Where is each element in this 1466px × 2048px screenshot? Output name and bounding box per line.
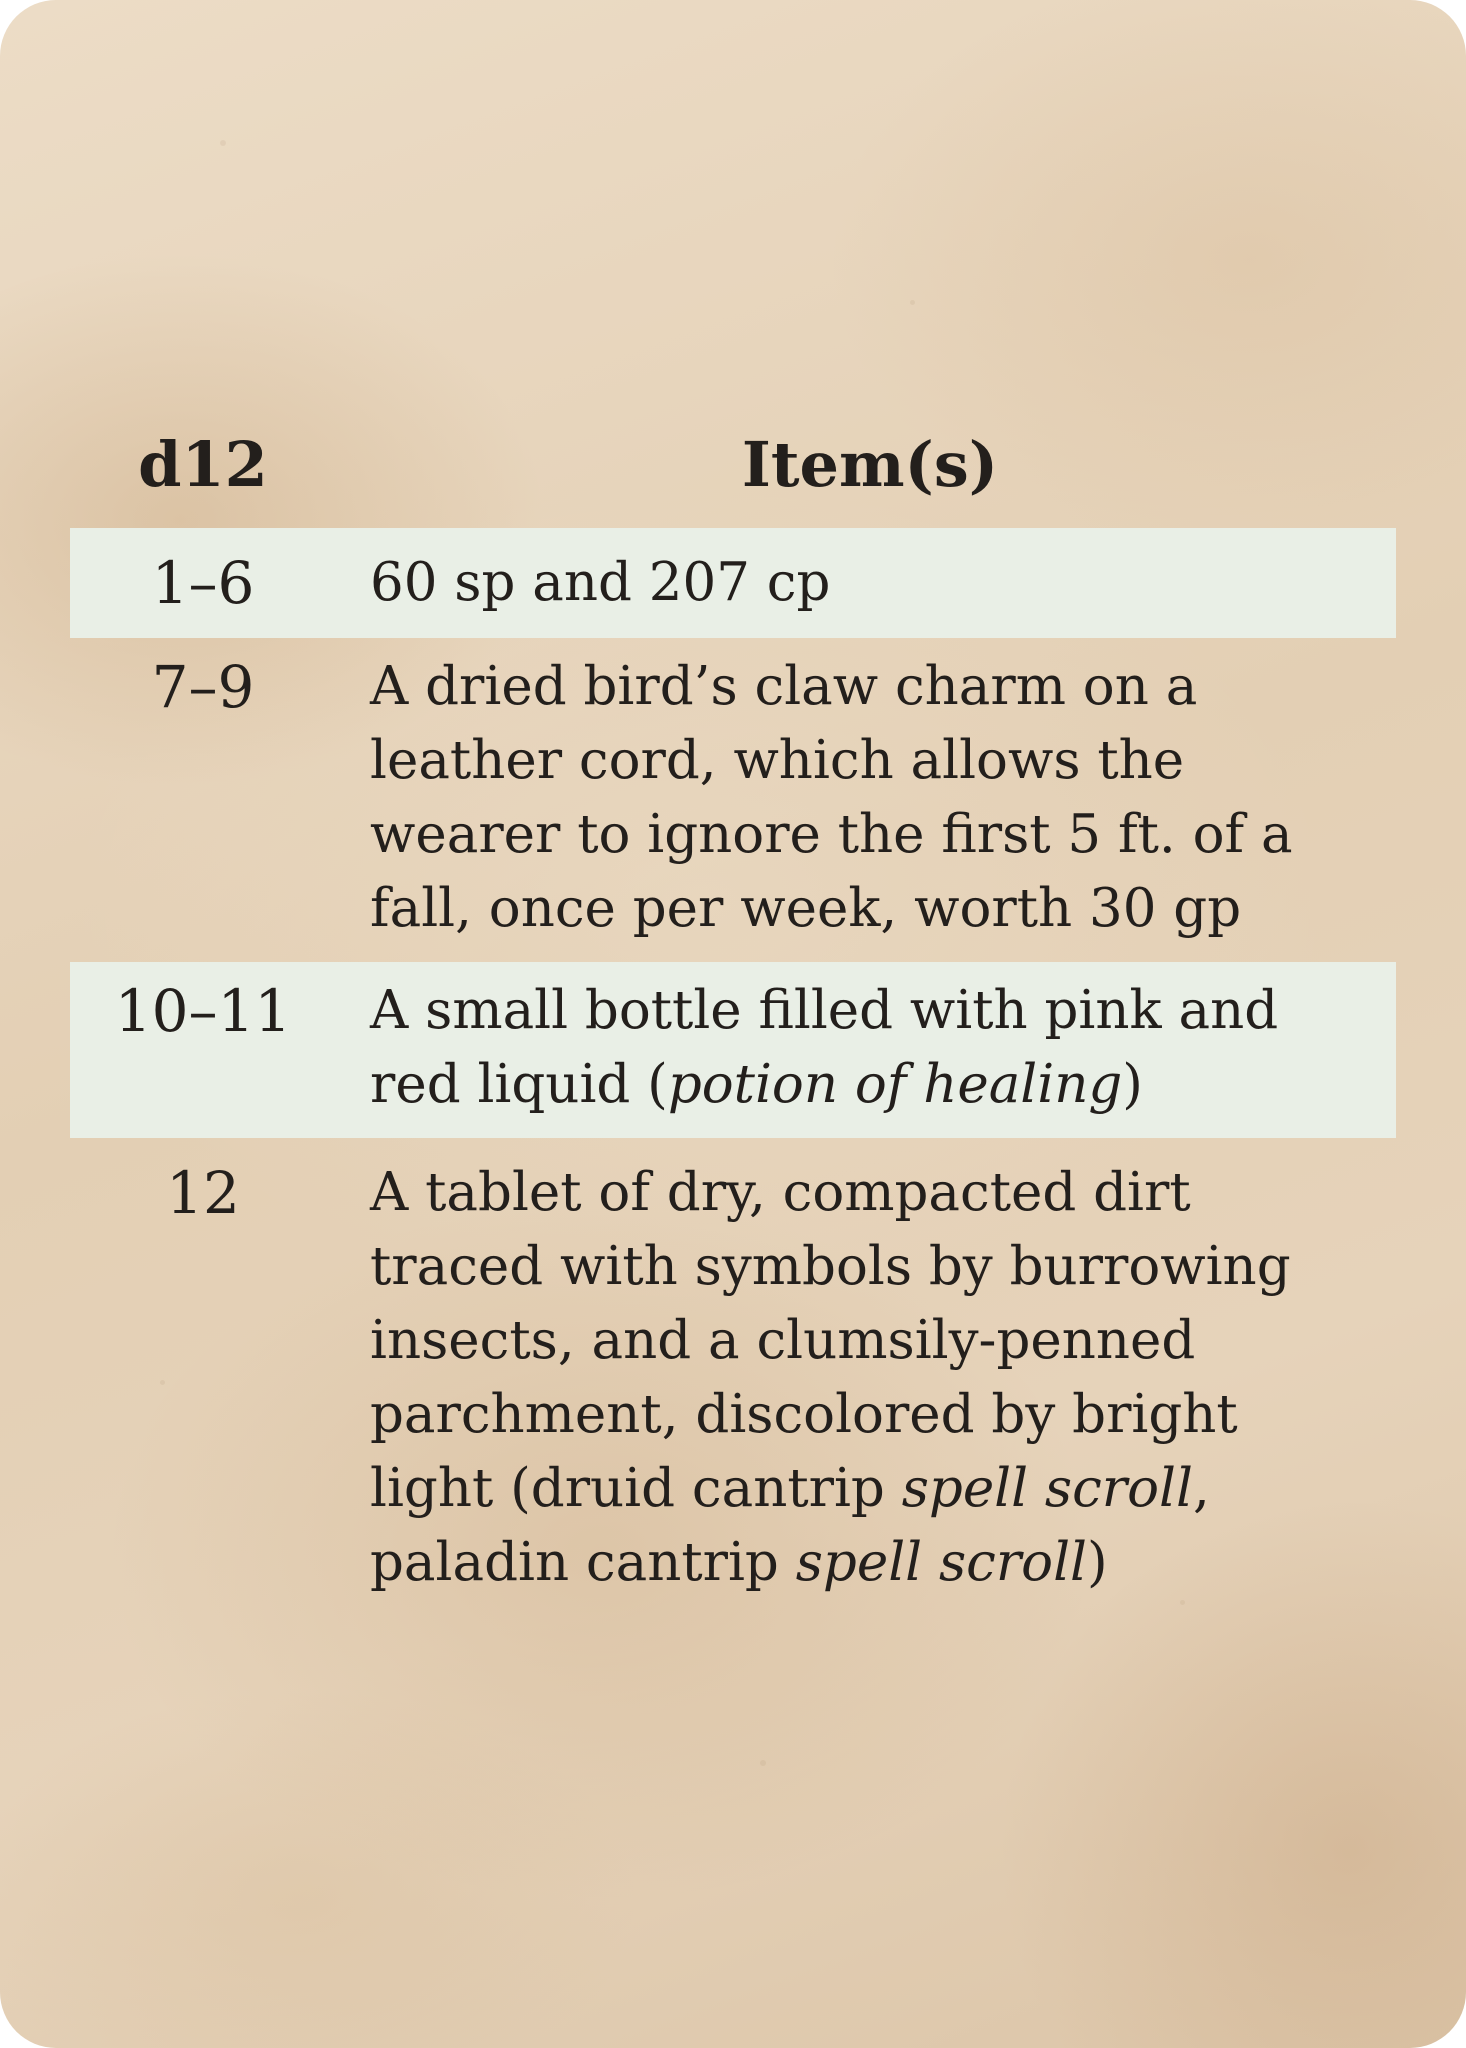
header-roll: d12 — [138, 428, 268, 501]
item-text-italic: potion of healing — [667, 1054, 1123, 1115]
loot-table — [70, 420, 1396, 1616]
header-item: Item(s) — [741, 428, 999, 501]
row-item — [336, 650, 1396, 946]
item-text: A tablet of dry, compacted dirt traced with symbols by burrowing insects, and a clumsily-penned parchment, discolored by bright light (druid cantrip — [370, 1162, 1291, 1519]
row-roll: 7–9 — [151, 653, 255, 721]
item-text: A dried bird’s claw charm on a leather cord, which allows the wearer to ignore the first 5 ft. of a fall, once per week, worth 30 gp — [370, 656, 1293, 939]
item-text: ) — [1122, 1054, 1143, 1115]
row-roll: 12 — [166, 1159, 240, 1227]
table-row-3 — [70, 962, 1396, 1138]
item-text: 60 sp and 207 cp — [370, 552, 831, 613]
table-row-4 — [70, 1138, 1396, 1616]
row-roll: 1–6 — [151, 549, 255, 617]
item-text: ) — [1087, 1532, 1108, 1593]
table-row-1 — [70, 528, 1396, 638]
item-text-italic: spell scroll — [901, 1458, 1193, 1519]
table-row-2 — [70, 638, 1396, 962]
row-item — [336, 1156, 1396, 1600]
row-item — [336, 546, 1396, 620]
item-text: , paladin cantrip — [370, 1458, 1210, 1593]
item-text-italic: spell scroll — [795, 1532, 1087, 1593]
table-header — [70, 420, 1396, 528]
row-roll: 10–11 — [114, 977, 292, 1045]
item-text: A small bottle filled with pink and red liquid ( — [370, 980, 1279, 1115]
row-item — [336, 974, 1396, 1122]
